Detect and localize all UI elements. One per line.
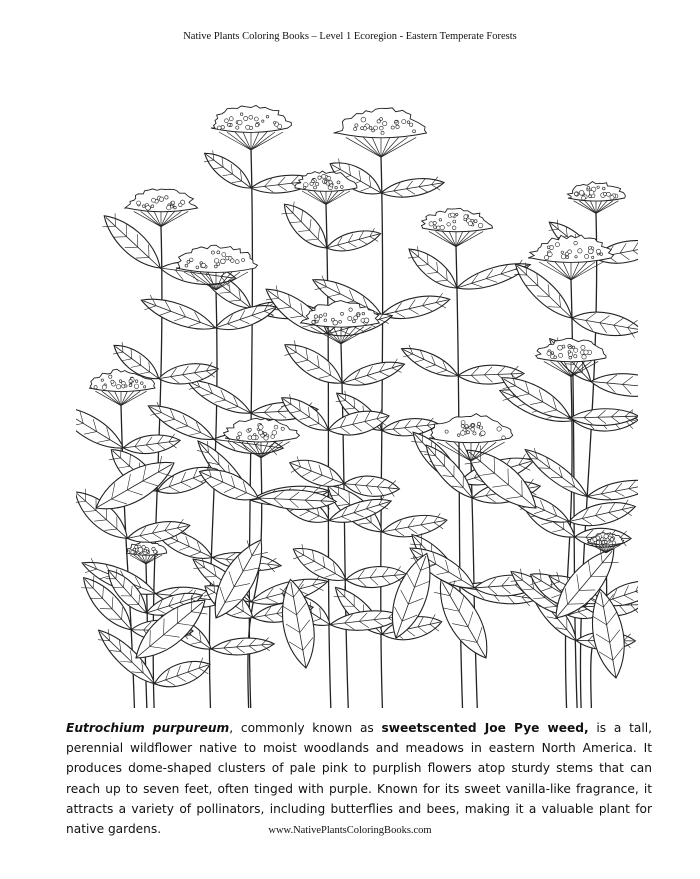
plant-description bbox=[66, 718, 652, 839]
leaf bbox=[590, 370, 638, 399]
joe-pye-weed-illustration bbox=[76, 58, 638, 708]
leaf bbox=[398, 341, 462, 383]
flower-head bbox=[334, 108, 427, 157]
leaf bbox=[199, 146, 256, 195]
description-text-1: , commonly known as bbox=[229, 721, 382, 735]
stem bbox=[565, 377, 572, 708]
flower-head bbox=[568, 182, 626, 214]
leaf bbox=[379, 290, 452, 324]
page-header-title: Native Plants Coloring Books – Level 1 Ecoregion - Eastern Temperate Forests bbox=[183, 31, 517, 42]
leaf bbox=[509, 257, 579, 325]
leaf bbox=[279, 336, 349, 393]
leaf bbox=[567, 497, 638, 532]
flower-head bbox=[125, 189, 198, 227]
flower-head bbox=[126, 542, 167, 564]
leaf bbox=[211, 636, 275, 658]
leaf bbox=[570, 307, 638, 340]
leaf bbox=[586, 475, 638, 504]
leaf bbox=[151, 654, 214, 693]
flower-head bbox=[528, 235, 613, 280]
leaf bbox=[345, 564, 407, 590]
leaf bbox=[403, 242, 463, 295]
leaf bbox=[122, 432, 181, 457]
leaves bbox=[76, 146, 638, 693]
leaf bbox=[340, 356, 407, 392]
description-text-2: is a tall, perennial wildflower native to moist woodlands and meadows in eastern North America. It produces dome-shaped clusters of pale pink to purplish flowers atop sturdy stems that can reach up to seven feet, often tinged with purple. Known for its sweet vanilla-like fragrance, it attracts a variety of pollinators, including butterflies and bees, making it a valuable plant for native gardens. bbox=[66, 721, 652, 837]
leaf bbox=[138, 291, 219, 337]
scientific-name: Eutrochium purpureum bbox=[66, 721, 230, 735]
flower-head bbox=[421, 208, 492, 246]
leaf bbox=[324, 225, 382, 256]
common-name: sweetscented Joe Pye weed, bbox=[381, 721, 589, 735]
footer-url: www.NativePlantsColoringBooks.com bbox=[268, 825, 432, 836]
flower-head bbox=[211, 105, 291, 150]
leaf bbox=[380, 174, 446, 201]
line-art bbox=[76, 58, 638, 708]
